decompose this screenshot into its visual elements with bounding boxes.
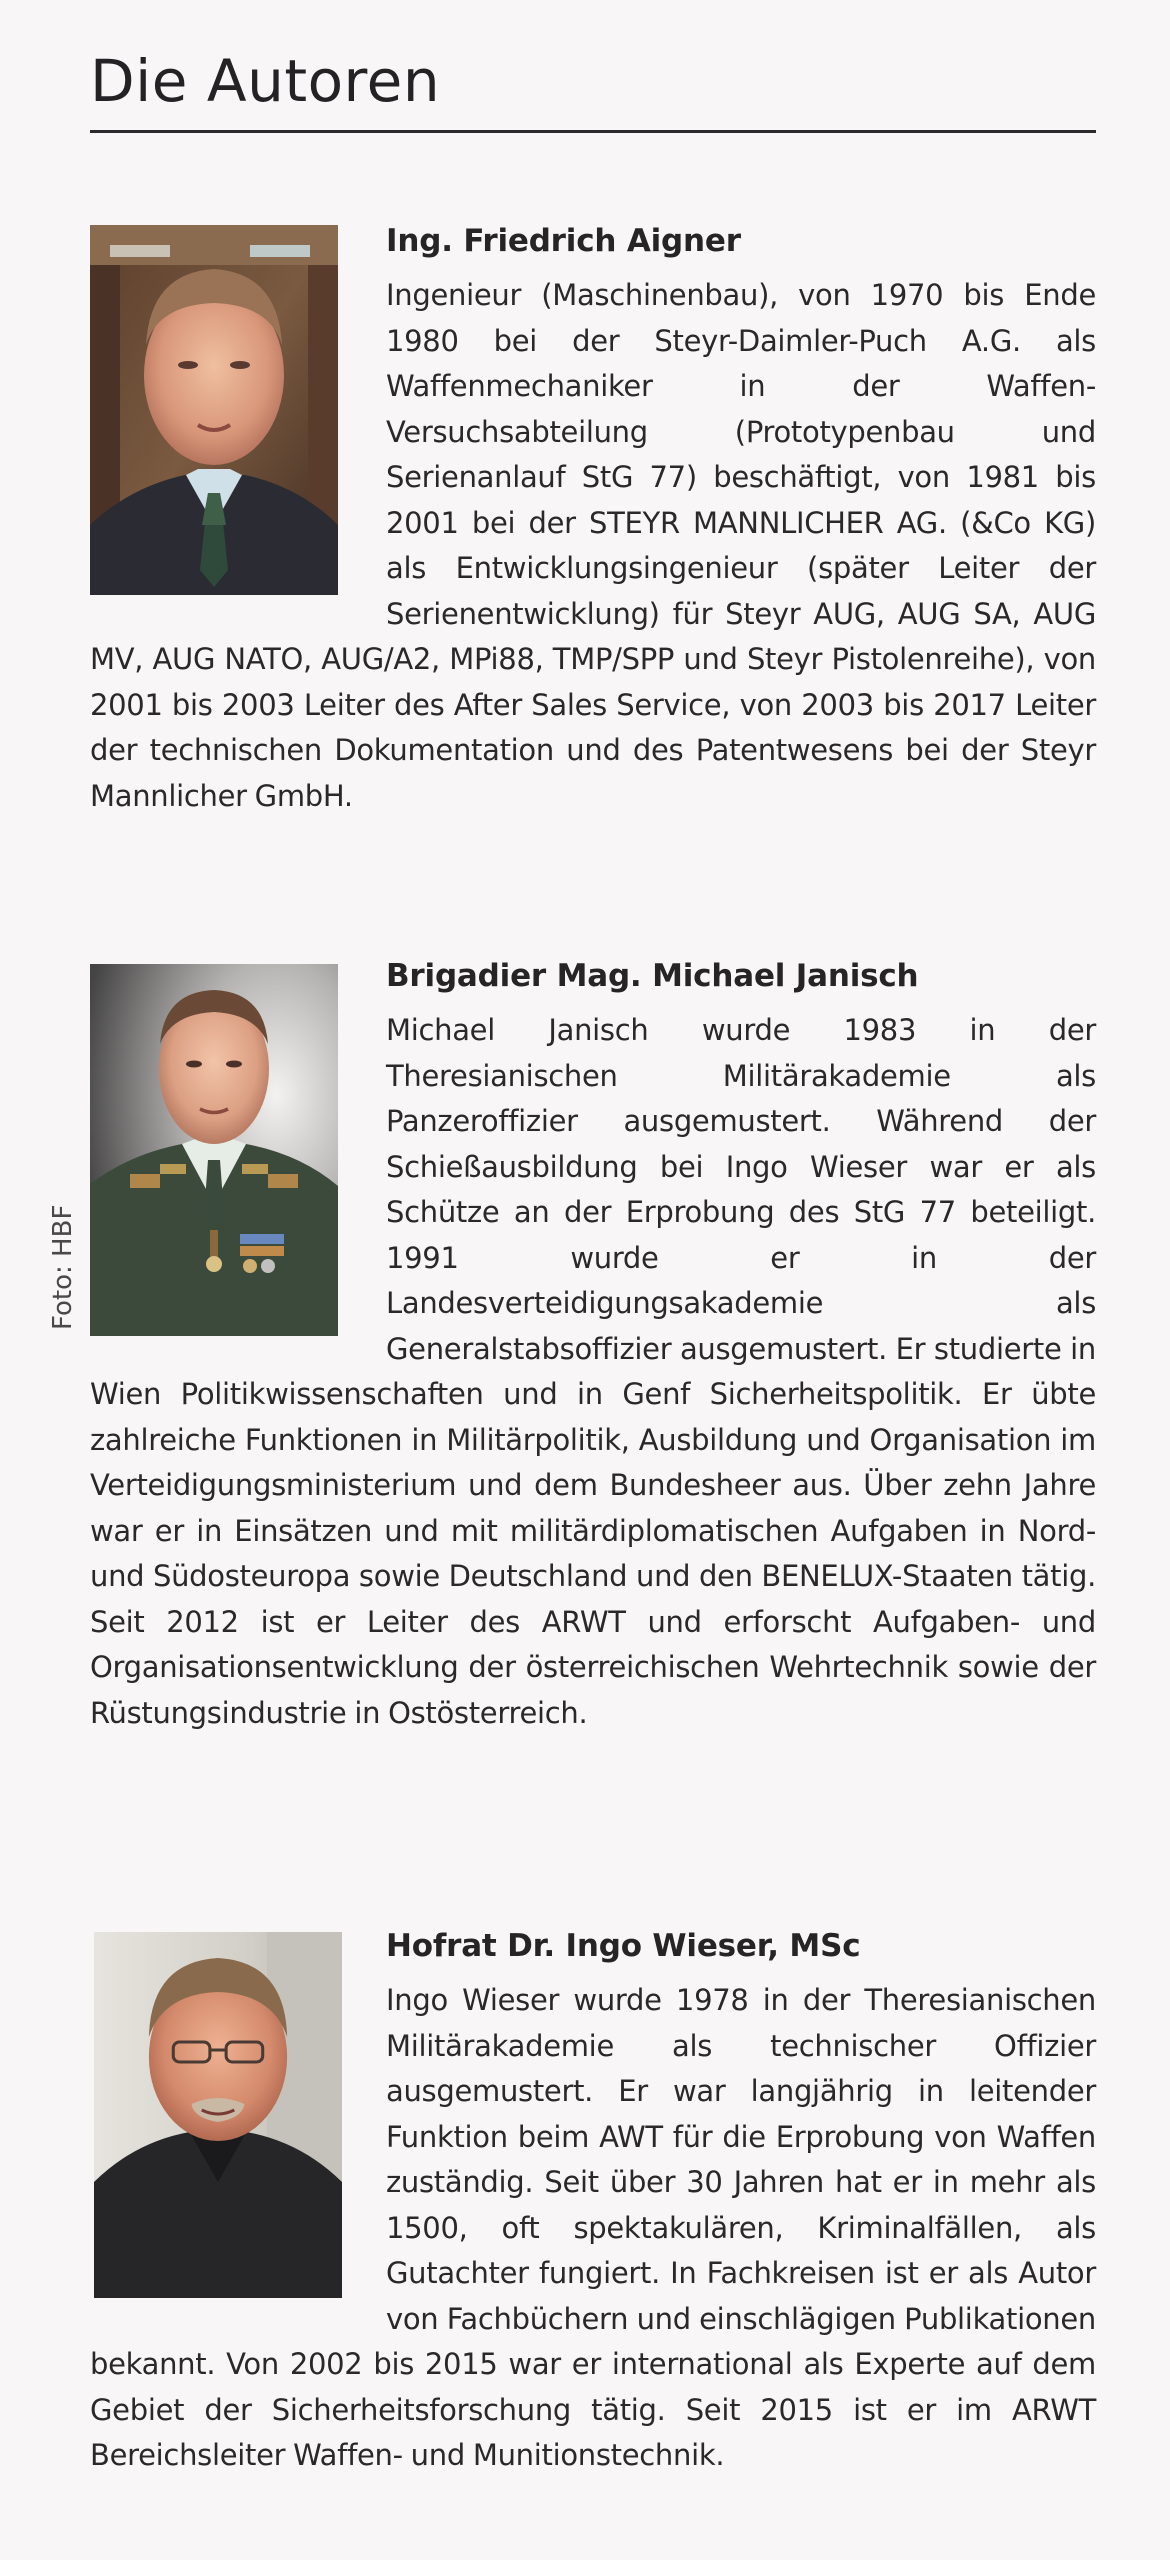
author-entry (90, 950, 1096, 1736)
author-name: Brigadier Mag. Michael Janisch (386, 958, 919, 994)
author-entry (90, 1920, 1096, 2479)
author-bio: Ingenieur (Maschinenbau), von 1970 bis Ende 1980 bei der Steyr-Daimler-Puch A.G. als Waffenmechaniker in der Waffen-Versuchsabteilung (Prototypenbau und Serienanlauf StG 77) beschäftigt, von 1981 bis 2001 bei der STEYR MANNLICHER AG. (&Co KG) als Entwicklungsingenieur (später Leiter der Serienentwicklung) für Steyr AUG, AUG SA, AUG MV, AUG NATO, AUG/A2, MPi88, TMP/SPP und Steyr Pistolenreihe), von 2001 bis 2003 Leiter des After Sales Service, von 2003 bis 2017 Leiter der technischen Dokumentation und des Patentwesens bei der Steyr Mannlicher GmbH. (90, 278, 1096, 813)
photo-credit: Foto: HBF (48, 1204, 78, 1330)
portrait-photo-icon (90, 225, 338, 595)
author-portrait-aigner (90, 225, 338, 595)
author-name: Ing. Friedrich Aigner (386, 223, 741, 259)
page-title: Die Autoren (90, 47, 441, 115)
author-bio: Michael Janisch wurde 1983 in der Theresianischen Militärakademie als Panzeroffizier ausgemustert. Während der Schießausbildung bei Ingo Wieser war er als Schütze an der Erprobung des StG 77 beteiligt. 1991 wurde er in der Landesverteidigungsakademie als Generalstabsoffizier ausgemustert. Er studierte in Wien Politikwissenschaften und in Genf Sicherheitspolitik. Er übte zahlreiche Funktionen in Militärpolitik, Ausbildung und Organisation im Verteidigungsministerium und dem Bundesheer aus. Über zehn Jahre war er in Einsätzen und mit militärdiplomatischen Aufgaben in Nord- und Südosteuropa sowie Deutschland und den BENELUX-Staaten tätig. Seit 2012 ist er Leiter des ARWT und erforscht Aufgaben- und Organisationsentwicklung der österreichischen Wehrtechnik sowie der Rüstungsindustrie in Ostösterreich. (90, 1013, 1096, 1730)
portrait-photo-uniform-icon (90, 964, 338, 1336)
portrait-photo-icon (94, 1932, 342, 2298)
author-portrait-janisch (90, 964, 338, 1336)
author-name: Hofrat Dr. Ingo Wieser, MSc (386, 1928, 861, 1964)
author-portrait-wieser (94, 1932, 342, 2298)
author-bio: Ingo Wieser wurde 1978 in der Theresianischen Militärakademie als technischer Offizier ausgemustert. Er war langjährig in leitender Funktion beim AWT für die Erprobung von Waffen zuständig. Seit über 30 Jahren hat er in mehr als 1500, oft spektakulären, Kriminalfällen, als Gutachter fungiert. In Fachkreisen ist er als Autor von Fachbüchern und einschlägigen Publikationen bekannt. Von 2002 bis 2015 war er international als Experte auf dem Gebiet der Sicherheitsforschung tätig. Seit 2015 ist er im ARWT Bereichsleiter Waffen- und Munitionstechnik. (90, 1983, 1096, 2472)
title-divider (90, 130, 1096, 133)
author-entry (90, 215, 1096, 819)
